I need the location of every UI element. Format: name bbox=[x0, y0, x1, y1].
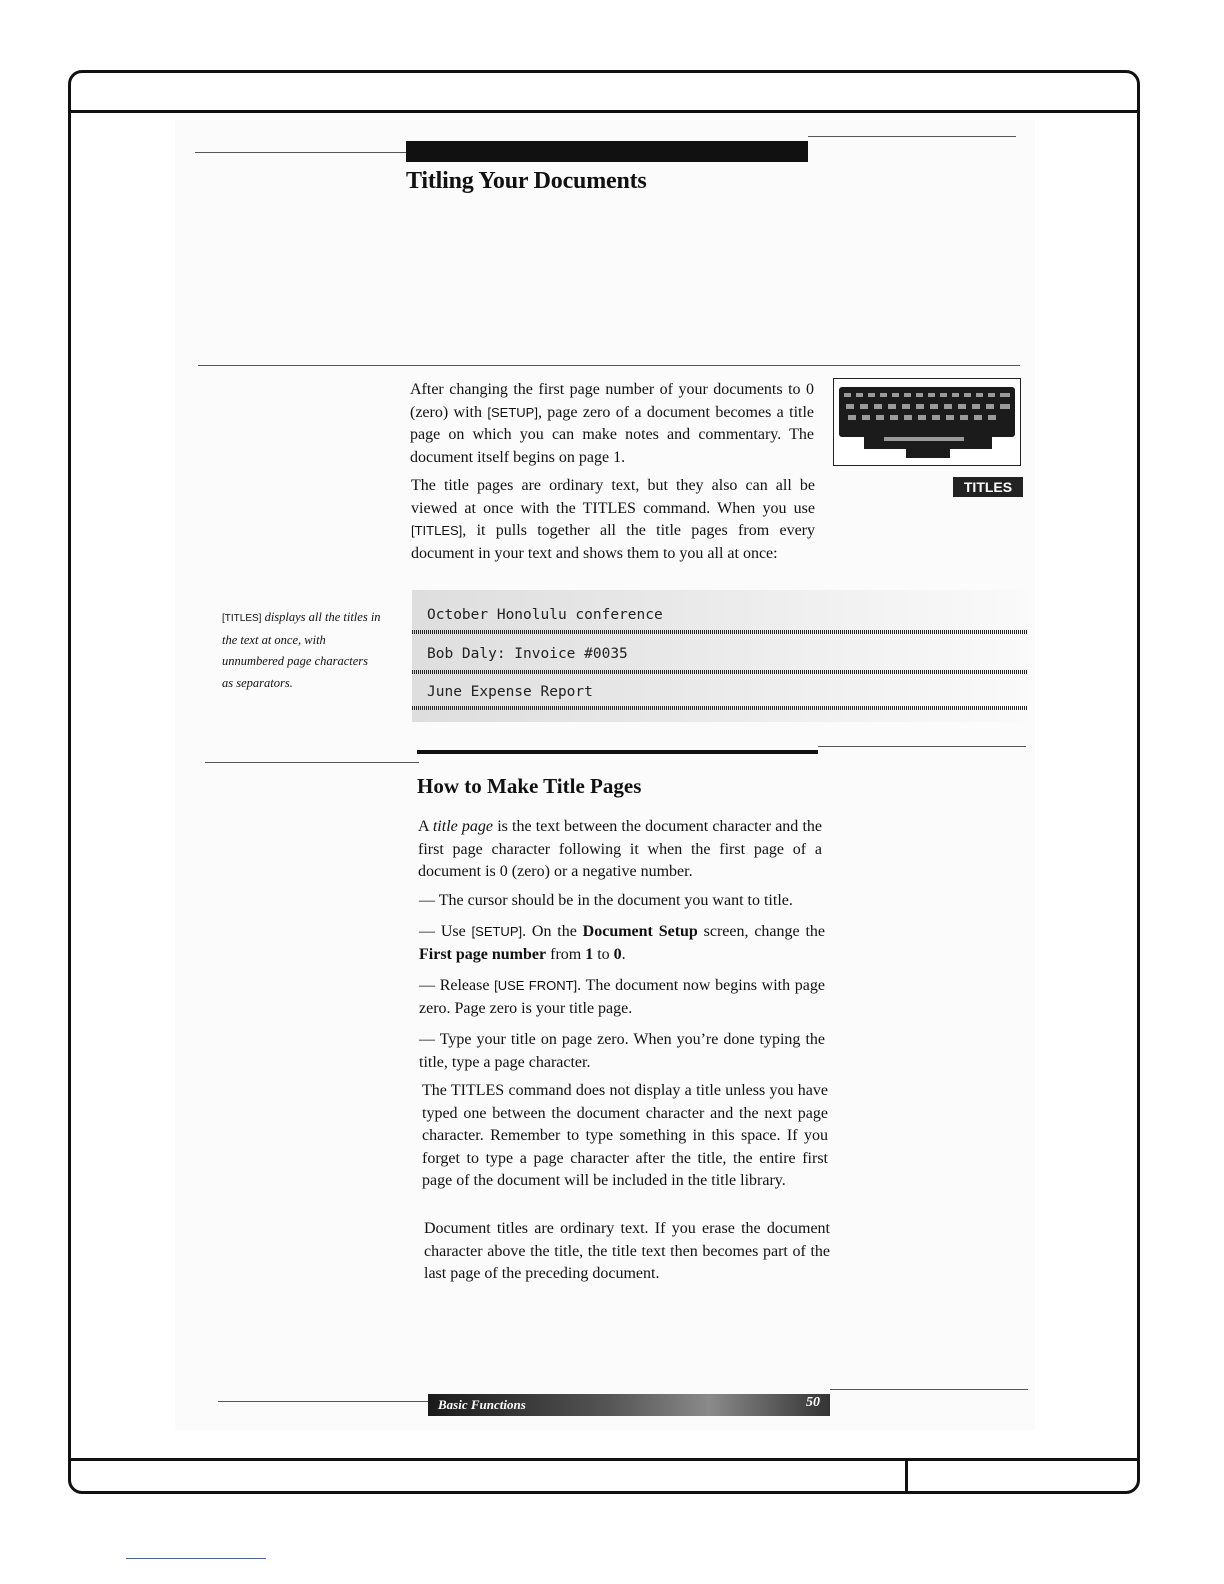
intro-paragraph: The title pages are ordinary text, but they also can all be viewed at once with the TITLES command. When you use [TITLES], it pulls together all the title pages from every document in your text and shows them to you all at once: bbox=[411, 477, 815, 562]
screen-line: October Honolulu conference bbox=[427, 607, 663, 623]
key-name: [USE FRONT] bbox=[494, 978, 578, 993]
keyboard-image bbox=[833, 378, 1021, 466]
top-rule-right bbox=[808, 136, 1016, 137]
bold-term: 1 bbox=[585, 945, 594, 963]
side-note-text: displays all the titles in the text at once, with unnumbered page characters as separators. bbox=[222, 610, 381, 690]
page-separator bbox=[412, 706, 1028, 710]
page-separator bbox=[412, 670, 1028, 674]
titles-key-badge: TITLES bbox=[953, 477, 1023, 497]
section-rule-2-left bbox=[205, 762, 419, 763]
frame-bottom-divider bbox=[905, 1459, 908, 1491]
top-rule-left bbox=[195, 152, 407, 153]
section-rule-2-right bbox=[818, 746, 1026, 747]
screen-line: June Expense Report bbox=[427, 684, 593, 700]
keyboard-icon bbox=[834, 379, 1019, 464]
bold-term: First page number bbox=[419, 945, 547, 963]
page-separator bbox=[412, 630, 1028, 634]
page-number: 50 bbox=[806, 1395, 820, 1410]
frame-bottom-rule bbox=[71, 1458, 1137, 1461]
definition-paragraph: A title page is the text between the document character and the first page character following it when the first page of a document is 0 (zero) or a negative number. bbox=[418, 818, 823, 880]
section-title: How to Make Title Pages bbox=[417, 774, 642, 798]
footer-rule-right bbox=[830, 1389, 1028, 1390]
footer-rule-left bbox=[218, 1401, 428, 1402]
italic-term: title page bbox=[432, 818, 494, 835]
title-black-bar bbox=[406, 141, 808, 162]
link-underline bbox=[126, 1558, 266, 1559]
body-paragraph: Document titles are ordinary text. If you erase the document character above the title, the title text then becomes part of the last page of the preceding document. bbox=[424, 1220, 830, 1282]
step-item: — Use [SETUP]. On the Document Setup screen, change the First page number from 1 to 0. bbox=[419, 923, 825, 963]
key-name: [TITLES] bbox=[411, 523, 463, 538]
intro-paragraph: After changing the first page number of your documents to 0 (zero) with [SETUP], page zero of a document becomes a title page on which you can make notes and commentary. The document itself begins on page 1. bbox=[410, 381, 815, 466]
footer-section: Basic Functions bbox=[438, 1397, 526, 1412]
titles-screen-display bbox=[412, 590, 1028, 722]
key-name: [SETUP] bbox=[487, 404, 538, 420]
side-note bbox=[222, 607, 382, 694]
side-note-key: [TITLES] bbox=[222, 613, 262, 624]
frame-top-rule bbox=[71, 110, 1137, 113]
step-item: — The cursor should be in the document you want to title. bbox=[419, 892, 793, 909]
step-item: — Type your title on page zero. When you’re done typing the title, type a page character. bbox=[419, 1031, 825, 1071]
footer-bar bbox=[428, 1394, 830, 1416]
bold-term: Document Setup bbox=[582, 923, 698, 940]
step-item: — Release [USE FRONT]. The document now begins with page zero. Page zero is your title page. bbox=[419, 977, 825, 1017]
page-title: Titling Your Documents bbox=[406, 168, 647, 194]
screen-line: Bob Daly: Invoice #0035 bbox=[427, 646, 628, 662]
section-black-bar bbox=[417, 750, 818, 754]
key-name: [SETUP] bbox=[471, 924, 523, 939]
body-paragraph: The TITLES command does not display a title unless you have typed one between the document character and the next page character. Remember to type something in this space. If you forget to type a page character after the title, the entire first page of the document will be included in the title library. bbox=[422, 1082, 828, 1189]
bold-term: 0 bbox=[613, 945, 622, 963]
section-rule-1 bbox=[198, 365, 1020, 366]
